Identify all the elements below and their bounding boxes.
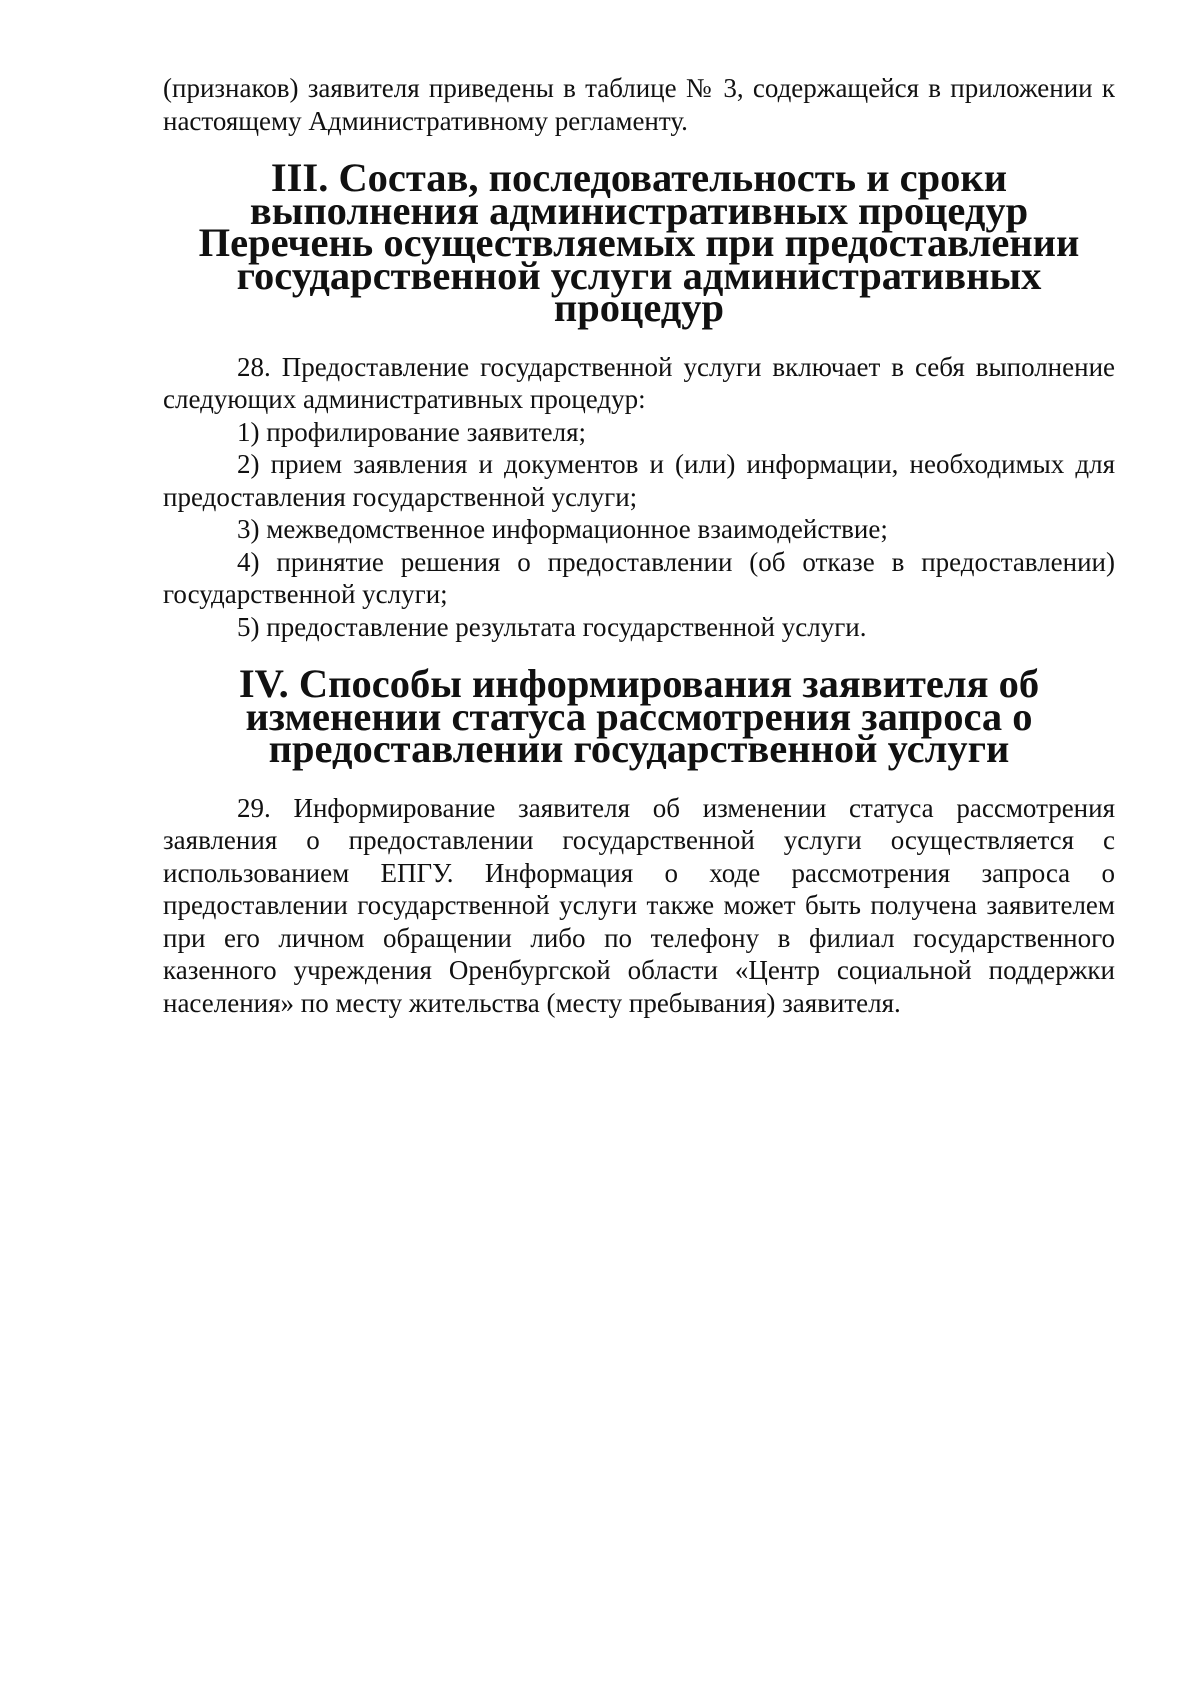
document-page	[163, 72, 1115, 1019]
list-item: 3) межведомственное информационное взаимодействие;	[237, 514, 888, 544]
list-item: 1) профилирование заявителя;	[237, 416, 587, 447]
list-item: 4) принятие решения о предоставлении (об отказе в предоставлении) государственной услуги;	[163, 546, 1115, 609]
list-item: 5) предоставление результата государственной услуги.	[237, 611, 867, 642]
paragraph-29: 29. Информирование заявителя об изменении статуса рассмотрения заявления о предоставлении государственной услуги осуществляется с использованием ЕПГУ. Информация о ходе рассмотрения запроса о предоставлении государственной услуги также может быть получена заявителем при его личном обращении либо по телефону в филиал государственного казенного учреждения Оренбургской области «Центр социальной поддержки населения» по месту жительства (месту пребывания) заявителя.	[163, 792, 1115, 1018]
intro-paragraph: (признаков) заявителя приведены в таблице № 3, содержащейся в приложении к настоящему Административному регламенту.	[163, 73, 1115, 136]
section-3-title: III. Состав, последовательность и сроки выполнения административных процедур	[249, 155, 1029, 233]
paragraph-28: 28. Предоставление государственной услуги включает в себя выполнение следующих административных процедур:	[163, 351, 1115, 414]
section-3-subtitle: Перечень осуществляемых при предоставлении государственной услуги административных процедур	[198, 220, 1080, 330]
list-item: 2) прием заявления и документов и (или) информации, необходимых для предоставления государственной услуги;	[163, 449, 1115, 512]
section-4-title: IV. Способы информирования заявителя об изменении статуса рассмотрения запроса о предоставлении государственной услуги	[238, 661, 1040, 771]
